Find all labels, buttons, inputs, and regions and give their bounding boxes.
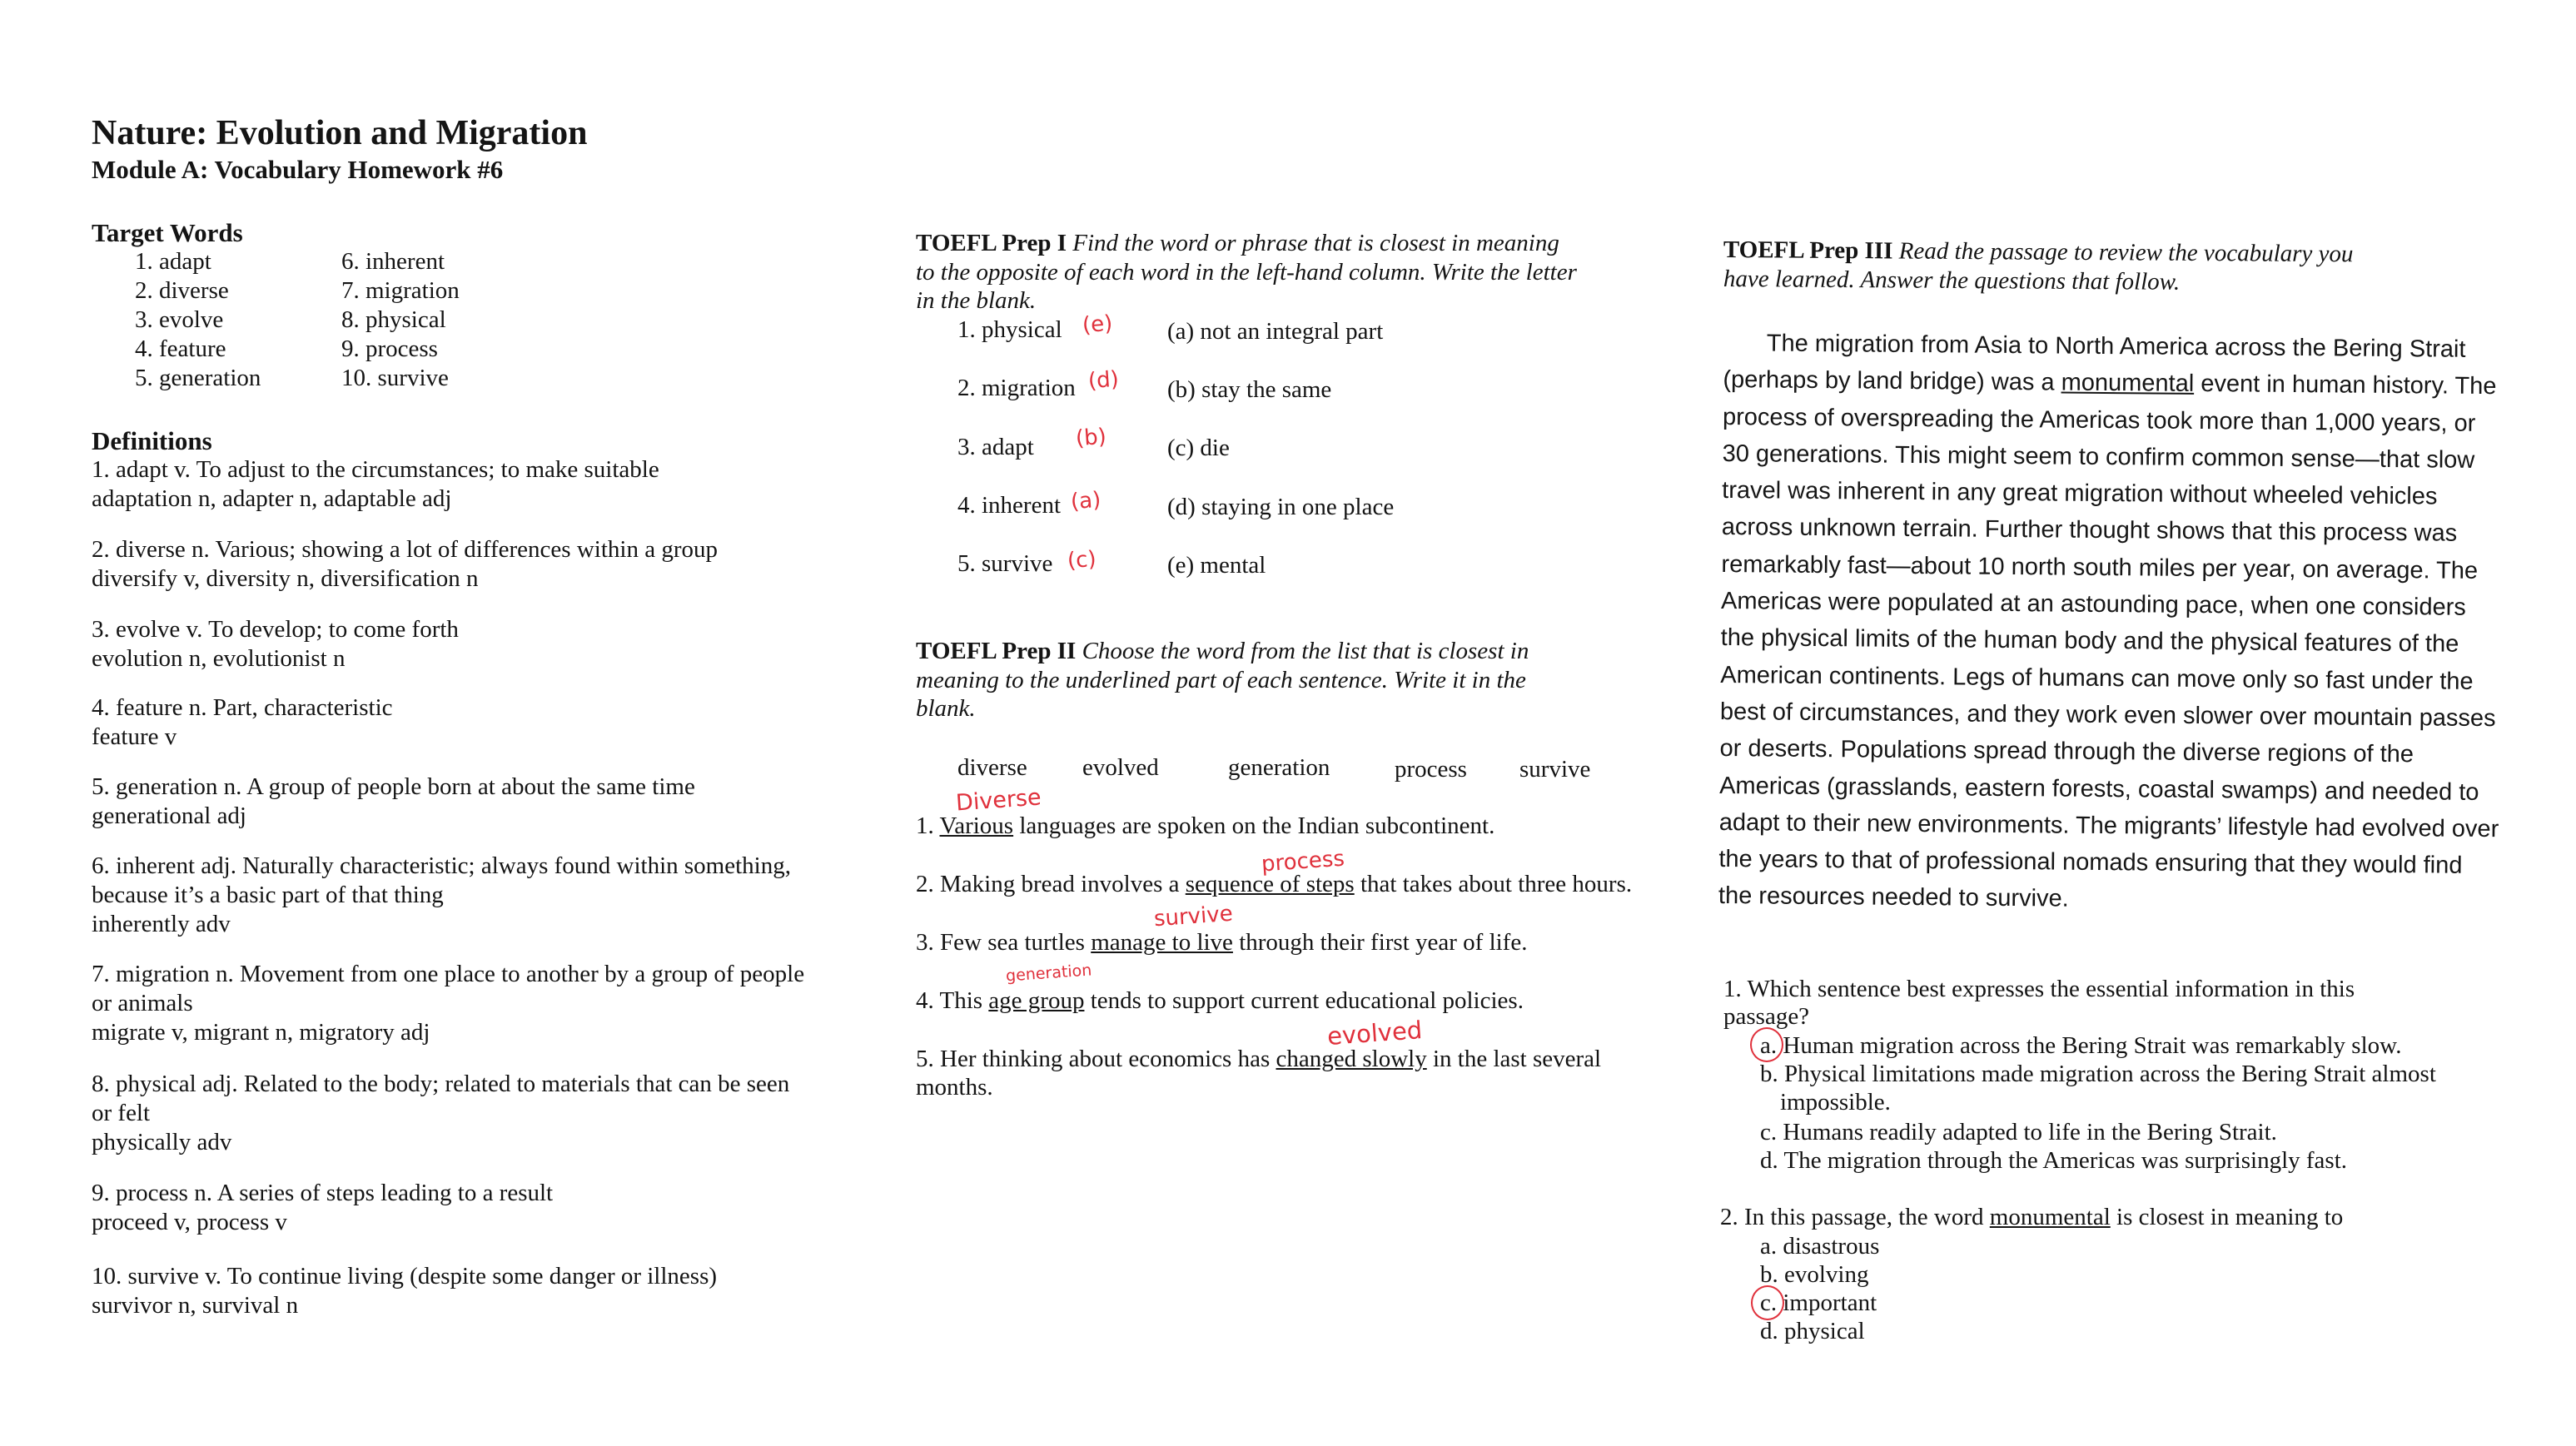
toefl3-instructions-text: Read the passage to review the vocabulary you	[1898, 237, 2354, 268]
question-cont: passage?	[1723, 1003, 1810, 1030]
definition-forms: evolution n, evolutionist n	[92, 645, 346, 672]
definition-line: 2. diverse n. Various; showing a lot of differences within a group	[92, 536, 718, 563]
toefl1-item: 3. adapt	[957, 434, 1034, 460]
definition-forms: adaptation n, adapter n, adaptable adj	[92, 485, 452, 512]
definition-line: 1. adapt v. To adjust to the circumstances; to make suitable	[92, 456, 659, 483]
handwritten-answer: (e)	[1081, 311, 1114, 339]
toefl2-sentence-cont: months.	[916, 1074, 993, 1101]
target-word: 9. process	[341, 335, 438, 362]
handwritten-answer: generation	[1005, 961, 1092, 986]
word-bank-item: survive	[1519, 756, 1591, 783]
target-word: 6. inherent	[341, 248, 445, 275]
definition-forms: proceed v, process v	[92, 1209, 287, 1235]
definition-line: 10. survive v. To continue living (despite some danger or illness)	[92, 1263, 718, 1289]
answer-choice: a. disastrous	[1760, 1233, 1880, 1260]
answer-choice: a. Human migration across the Bering Strait was remarkably slow.	[1760, 1032, 2402, 1059]
target-word: 2. diverse	[135, 277, 229, 304]
toefl2-sentence: 4. This age group tends to support current educational policies.	[916, 987, 1524, 1014]
definition-line-cont: because it’s a basic part of that thing	[92, 882, 444, 908]
toefl1-instructions-line: to the opposite of each word in the left-hand column. Write the letter	[916, 259, 1577, 286]
underlined-word: monumental	[2061, 369, 2195, 398]
handwritten-answer: (d)	[1087, 366, 1120, 395]
underlined-phrase: sequence of steps	[1185, 871, 1355, 897]
target-word: 7. migration	[341, 277, 460, 304]
handwritten-answer: (a)	[1069, 487, 1102, 515]
page-title: Nature: Evolution and Migration	[92, 114, 588, 152]
definition-forms: physically adv	[92, 1129, 232, 1155]
toefl1-item: 1. physical	[957, 316, 1062, 343]
definition-forms: generational adj	[92, 803, 246, 829]
definition-forms: diversify v, diversity n, diversification n	[92, 565, 479, 592]
handwritten-answer: Diverse	[955, 784, 1042, 817]
target-word: 5. generation	[135, 365, 261, 391]
word-bank-item: generation	[1228, 754, 1330, 781]
underlined-phrase: changed slowly	[1276, 1046, 1427, 1072]
question: 2. In this passage, the word monumental is closest in meaning to	[1720, 1204, 2344, 1230]
toefl1-instructions	[916, 230, 1559, 257]
handwritten-answer: (c)	[1066, 546, 1097, 574]
toefl2-instructions	[916, 638, 1529, 665]
answer-choice: b. evolving	[1760, 1261, 1869, 1288]
target-word: 3. evolve	[135, 306, 224, 333]
answer-choice-cont: impossible.	[1780, 1089, 1891, 1116]
toefl1-option: (b) stay the same	[1167, 376, 1332, 403]
toefl2-instructions-line: blank.	[916, 695, 976, 722]
toefl1-item: 5. survive	[957, 550, 1053, 577]
handwritten-answer: evolved	[1325, 1016, 1424, 1051]
target-word: 10. survive	[341, 365, 449, 391]
toefl1-option: (d) staying in one place	[1167, 494, 1395, 520]
answer-choice: c. important	[1760, 1289, 1877, 1316]
underlined-phrase: Various	[939, 812, 1014, 839]
handwritten-answer: (b)	[1074, 424, 1107, 452]
definition-line: 8. physical adj. Related to the body; related to materials that can be seen	[92, 1071, 790, 1097]
toefl3-label: TOEFL Prep III	[1723, 236, 1893, 265]
definition-line: 5. generation n. A group of people born at about the same time	[92, 773, 695, 800]
answer-choice: d. physical	[1760, 1318, 1865, 1344]
toefl1-option: (e) mental	[1167, 552, 1266, 579]
handwritten-answer: survive	[1153, 901, 1234, 932]
target-word: 8. physical	[341, 306, 446, 333]
toefl1-option: (a) not an integral part	[1167, 318, 1384, 345]
definition-line: 9. process n. A series of steps leading to a result	[92, 1180, 554, 1206]
definition-forms: migrate v, migrant n, migratory adj	[92, 1019, 430, 1046]
answer-choice: b. Physical limitations made migration across the Bering Strait almost	[1760, 1061, 2436, 1087]
underlined-phrase: age group	[988, 987, 1085, 1014]
toefl1-item: 4. inherent	[957, 492, 1062, 519]
toefl2-instructions-text: Choose the word from the list that is closest in	[1082, 638, 1529, 664]
toefl2-sentence: 5. Her thinking about economics has changed slowly in the last several	[916, 1046, 1602, 1072]
reading-passage: The migration from Asia to North America across the Bering Strait (perhaps by land bridge) was a monumental event in human history. The process of overspreading the Americas took more than 1,000 years, or 30 generations. This might seem to confirm common sense—that slow travel was inherent in any great migration without wheeled vehicles across unknown terrain. Further thought shows that this process was remarkably fast—about 10 north south miles per year, on average. The Americas were populated at an astounding pace, when one considers the physical limits of the human body and the physical features of the American continents. Legs of humans can move only so fast under the best of circumstances, and they work even slower over mountain passes or deserts. Populations spread through the diverse regions of the Americas (grasslands, eastern forests, coastal swamps) and needed to adapt to their new environments. The migrants’ lifestyle had evolved over the years to that of professional nomads ensuring that they would find the resources needed to survive.	[1718, 330, 2499, 913]
toefl1-item: 2. migration	[957, 375, 1076, 401]
toefl1-label: TOEFL Prep I	[916, 230, 1067, 256]
toefl2-instructions-line: meaning to the underlined part of each sentence. Write it in the	[916, 667, 1526, 693]
definition-forms: inherently adv	[92, 911, 231, 937]
word-bank-item: evolved	[1082, 754, 1159, 781]
word-bank-item: diverse	[957, 754, 1027, 781]
definition-line: 3. evolve v. To develop; to come forth	[92, 616, 459, 643]
toefl1-instructions-line: in the blank.	[916, 287, 1037, 314]
toefl2-label: TOEFL Prep II	[916, 638, 1077, 664]
definition-line: 6. inherent adj. Naturally characteristic; always found within something,	[92, 852, 791, 879]
target-word: 1. adapt	[135, 248, 211, 275]
definition-line: 7. migration n. Movement from one place to another by a group of people	[92, 961, 805, 987]
toefl2-sentence: 1. Various languages are spoken on the Indian subcontinent.	[916, 812, 1495, 839]
question: 1. Which sentence best expresses the essential information in this	[1723, 976, 2355, 1002]
handwritten-answer: process	[1261, 846, 1345, 877]
definition-line-cont: or animals	[92, 990, 193, 1016]
toefl2-sentence: 2. Making bread involves a sequence of steps that takes about three hours.	[916, 871, 1633, 897]
answer-choice: d. The migration through the Americas was surprisingly fast.	[1760, 1147, 2348, 1174]
toefl2-sentence: 3. Few sea turtles manage to live through their first year of life.	[916, 929, 1528, 956]
target-word: 4. feature	[135, 335, 226, 362]
word-bank-item: process	[1395, 756, 1467, 783]
definition-forms: feature v	[92, 723, 177, 750]
toefl1-option: (c) die	[1167, 435, 1230, 461]
underlined-phrase: manage to live	[1091, 929, 1233, 956]
target-words-heading: Target Words	[92, 218, 243, 247]
definitions-heading: Definitions	[92, 426, 212, 455]
toefl3-instructions	[1723, 236, 2354, 268]
definition-forms: survivor n, survival n	[92, 1292, 299, 1319]
definition-line: 4. feature n. Part, characteristic	[92, 694, 393, 721]
toefl3-instructions-line: have learned. Answer the questions that follow.	[1723, 266, 2181, 296]
definition-line-cont: or felt	[92, 1100, 151, 1126]
page-subtitle: Module A: Vocabulary Homework #6	[92, 155, 504, 184]
answer-choice: c. Humans readily adapted to life in the Bering Strait.	[1760, 1119, 2277, 1145]
toefl1-instructions-text: Find the word or phrase that is closest in meaning	[1072, 230, 1559, 256]
underlined-word: monumental	[1989, 1204, 2111, 1230]
